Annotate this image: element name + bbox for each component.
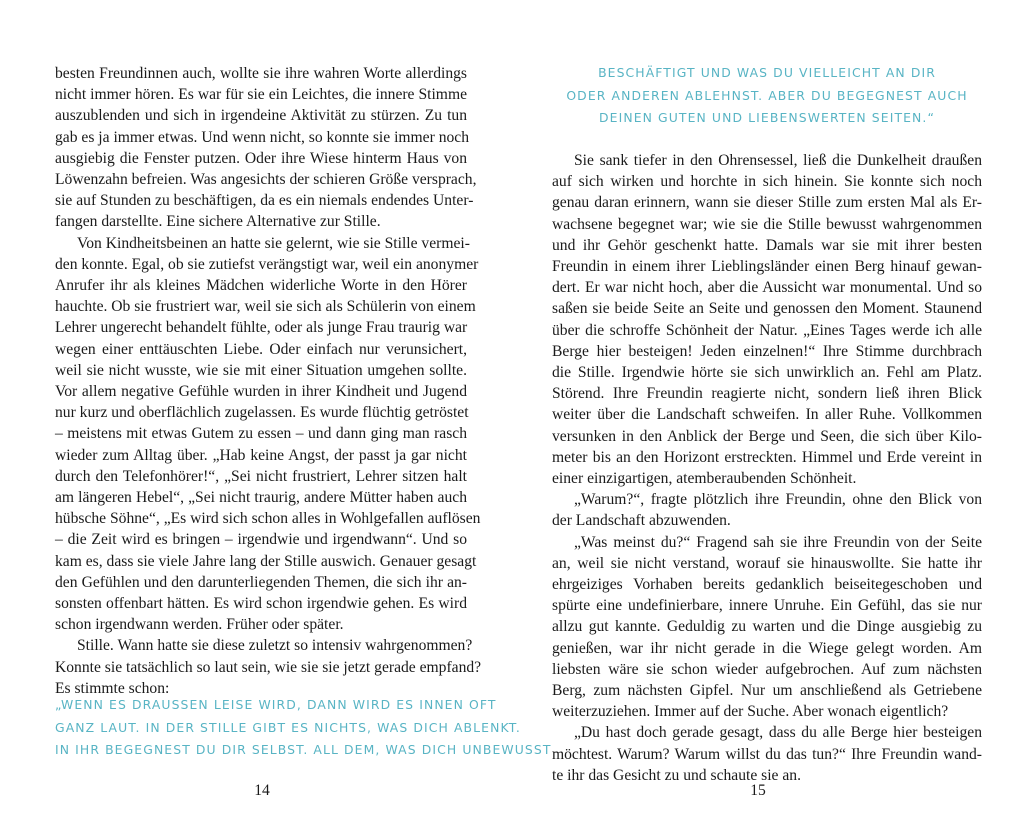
text-line: spürte eine undefinierbare, innere Unruhe. Ein Gefühl, das sie nur bbox=[552, 597, 982, 615]
text-line: nur kurz und oberflächlich zugelassen. Es wurde flüchtig getröstet bbox=[55, 404, 469, 422]
text-line: Löwenzahn befreien. Was angesichts der schieren Größe versprach, bbox=[55, 171, 477, 189]
text-line: sie auf Stunden zu beschäftigen, da es ein niemals endendes Unter- bbox=[55, 192, 474, 210]
text-line: – die Zeit wird es bringen – irgendwie und irgendwann“. Und so bbox=[55, 531, 467, 549]
text-line: und ihr Gehör geschenkt hatte. Damals war sie mit ihrer besten bbox=[552, 236, 982, 254]
right-body-text bbox=[552, 150, 982, 786]
text-line: meter bis an den Horizont erstreckten. Himmel und Erde vereint in bbox=[552, 448, 982, 466]
text-line: möchtest. Warum? Warum willst du das tun?“ Ihre Freundin wand- bbox=[552, 745, 982, 763]
text-line: fangen darstellte. Eine sichere Alternative zur Stille. bbox=[55, 213, 381, 231]
text-line: Vor allem negative Gefühle wurden in ihrer Kindheit und Jugend bbox=[55, 383, 467, 401]
text-line: „WENN ES DRAUSSEN LEISE WIRD, DANN WIRD ES INNEN OFT bbox=[55, 697, 497, 712]
paragraph bbox=[55, 635, 482, 699]
paragraph bbox=[55, 63, 477, 233]
page-number-left: 14 bbox=[254, 782, 270, 799]
text-line: einer einzigartigen, atemberaubenden Schönheit. bbox=[552, 470, 857, 488]
paragraph bbox=[552, 532, 982, 723]
text-line: hauchte. Ob sie frustriert war, weil sie sich als Schülerin von einem bbox=[55, 298, 476, 316]
paragraph bbox=[55, 233, 481, 636]
right-page bbox=[510, 0, 1020, 835]
text-line: nicht immer hören. Es war für sie ein Leichtes, die innere Stimme bbox=[55, 86, 467, 104]
text-line: sonsten offenbart hätten. Es wird schon irgendwie gehen. Es wird bbox=[55, 595, 467, 613]
text-line: weiter über die Landschaft schweifen. In aller Ruhe. Vollkommen bbox=[552, 406, 982, 424]
left-body-text bbox=[55, 63, 482, 699]
text-line: der Landschaft abzuwenden. bbox=[552, 512, 731, 530]
paragraph bbox=[552, 150, 982, 489]
right-quote bbox=[552, 62, 982, 130]
text-line: Es stimmte schon: bbox=[55, 679, 170, 697]
text-line: BESCHÄFTIGT UND WAS DU VIELLEICHT AN DIR bbox=[598, 65, 936, 80]
text-line: weil sie nicht wusste, wie sie mit einer Situation umgehen sollte. bbox=[55, 361, 467, 379]
text-line: – meistens mit etwas Gutem zu essen – und dann ging man rasch bbox=[55, 425, 467, 443]
text-line: Störend. Ihre Freundin reagierte nicht, sondern ließ ihren Blick bbox=[552, 385, 982, 403]
text-line: besten Freundinnen auch, wollte sie ihre wahren Worte allerdings bbox=[55, 65, 467, 82]
text-line: wegen einer enttäuschten Liebe. Oder einfach nur verunsichert, bbox=[55, 340, 467, 358]
text-line: allzu gut kannte. Geduldig zu warten und die Dinge ausgiebig zu bbox=[552, 618, 982, 636]
text-line: den konnte. Egal, ob sie zutiefst verängstigt war, weil ein anonymer bbox=[55, 255, 479, 273]
text-line: ausgiebig die Fenster putzen. Oder ihre Wiese hinterm Haus von bbox=[55, 149, 467, 167]
text-line: IN IHR BEGEGNEST DU DIR SELBST. ALL DEM, WAS DICH UNBEWUSST bbox=[55, 742, 552, 758]
text-line: „Was meinst du?“ Fragend sah sie ihre Freundin von der Seite bbox=[574, 533, 982, 551]
text-line: Von Kindheitsbeinen an hatte sie gelernt, wie sie Stille vermei- bbox=[77, 234, 470, 252]
text-line: gab es ja immer etwas. Und wenn nicht, so konnte sie immer noch bbox=[55, 128, 470, 146]
text-line: Sie sank tiefer in den Ohrensessel, ließ die Dunkelheit draußen bbox=[574, 152, 982, 169]
text-line: Konnte sie tatsächlich so laut sein, wie sie sie jetzt gerade empfand? bbox=[55, 658, 482, 676]
text-line: Lehrer ungerecht behandelt fühlte, oder als junge Frau traurig war bbox=[55, 319, 468, 337]
text-line: hübsche Söhne“, „Es wird sich schon alles in Wohlgefallen auflösen bbox=[55, 510, 481, 528]
left-quote bbox=[55, 694, 552, 762]
text-line: GANZ LAUT. IN DER STILLE GIBT ES NICHTS, WAS DICH ABLENKT. bbox=[55, 719, 521, 735]
text-line: DEINEN GUTEN UND LIEBENSWERTEN SEITEN.“ bbox=[599, 110, 935, 126]
text-line: „Du hast doch gerade gesagt, dass du alle Berge hier besteigen bbox=[574, 724, 982, 742]
text-line: Freundin in einem ihrer Lieblingsländer einen Berg hinauf gewan- bbox=[552, 258, 982, 276]
text-line: ODER ANDEREN ABLEHNST. ABER DU BEGEGNEST AUCH bbox=[566, 87, 968, 103]
text-line: wieder zum Alltag über. „Hab keine Angst, der passt ja gar nicht bbox=[55, 446, 467, 464]
text-line: saßen sie beide Seite an Seite und genossen den Moment. Staunend bbox=[552, 300, 982, 318]
text-line: auszublenden und sich in irgendeine Aktivität zu stürzen. Zu tun bbox=[55, 107, 467, 125]
text-line: den Gefühlen und den darunterliegenden Themen, die sich ihr an- bbox=[55, 573, 467, 591]
text-line: an, weil sie nicht verstand, worauf sie hinauswollte. Sie hatte ihr bbox=[552, 554, 982, 572]
text-line: Berge hier besteigen! Jeden einzelnen!“ Ihre Stimme durchbrach bbox=[552, 342, 982, 360]
text-line: Anrufer ihr als kleines Mädchen widerliche Worte in den Hörer bbox=[55, 277, 467, 295]
text-line: genau daran erinnern, wann sie dieser Stille zum ersten Mal als Er- bbox=[552, 194, 982, 212]
text-line: Stille. Wann hatte sie diese zuletzt so intensiv wahrgenommen? bbox=[77, 637, 473, 655]
text-line: durch den Telefonhörer!“, „Sei nicht frustriert, Lehrer sitzen halt bbox=[55, 467, 467, 485]
text-line: ehrgeiziges Vorhaben bereits gedanklich beiseitegeschoben und bbox=[552, 576, 982, 594]
paragraph bbox=[552, 489, 982, 531]
text-line: genießen, war ihr nicht gerade in die Wiege gelegt worden. Am bbox=[552, 639, 982, 657]
text-line: am längeren Hebel“, „Sei nicht traurig, andere Mütter haben auch bbox=[55, 489, 467, 507]
text-line: kam es, dass sie viele Jahre lang der Stille auswich. Genauer gesagt bbox=[55, 552, 477, 570]
text-line: versunken in den Anblick der Berge und Seen, die sich über Kilo- bbox=[552, 427, 982, 445]
paragraph bbox=[552, 722, 982, 786]
text-line: die Stille. Irgendwie hörte sie sich unwirklich an. Fehl am Platz. bbox=[552, 364, 982, 382]
text-line: weiterzuziehen. Immer auf der Suche. Aber wonach eigentlich? bbox=[552, 703, 949, 721]
text-line: auf sich wirken und horchte in sich hinein. Sie konnte sich noch bbox=[552, 173, 982, 191]
text-line: dert. Er war nicht hoch, aber die Aussicht war monumental. Und so bbox=[552, 279, 982, 297]
text-line: über die schroffe Schönheit der Natur. „Eines Tages werde ich alle bbox=[552, 321, 982, 339]
text-line: „Warum?“, fragte plötzlich ihre Freundin, ohne den Blick von bbox=[574, 491, 982, 509]
text-line: Berg, zum nächsten Gipfel. Nur um anschließend als Getriebene bbox=[552, 682, 982, 700]
page-number-right: 15 bbox=[750, 782, 766, 799]
text-line: schon irgendwann werden. Früher oder später. bbox=[55, 616, 344, 634]
text-line: te ihr das Gesicht zu und schaute sie an. bbox=[552, 766, 801, 784]
text-line: liebsten wäre sie schon wieder aufgebrochen. Auf zum nächsten bbox=[552, 660, 982, 678]
text-line: wachsene begegnet war; wie sie die Stille bewusst wahrgenommen bbox=[552, 215, 982, 233]
